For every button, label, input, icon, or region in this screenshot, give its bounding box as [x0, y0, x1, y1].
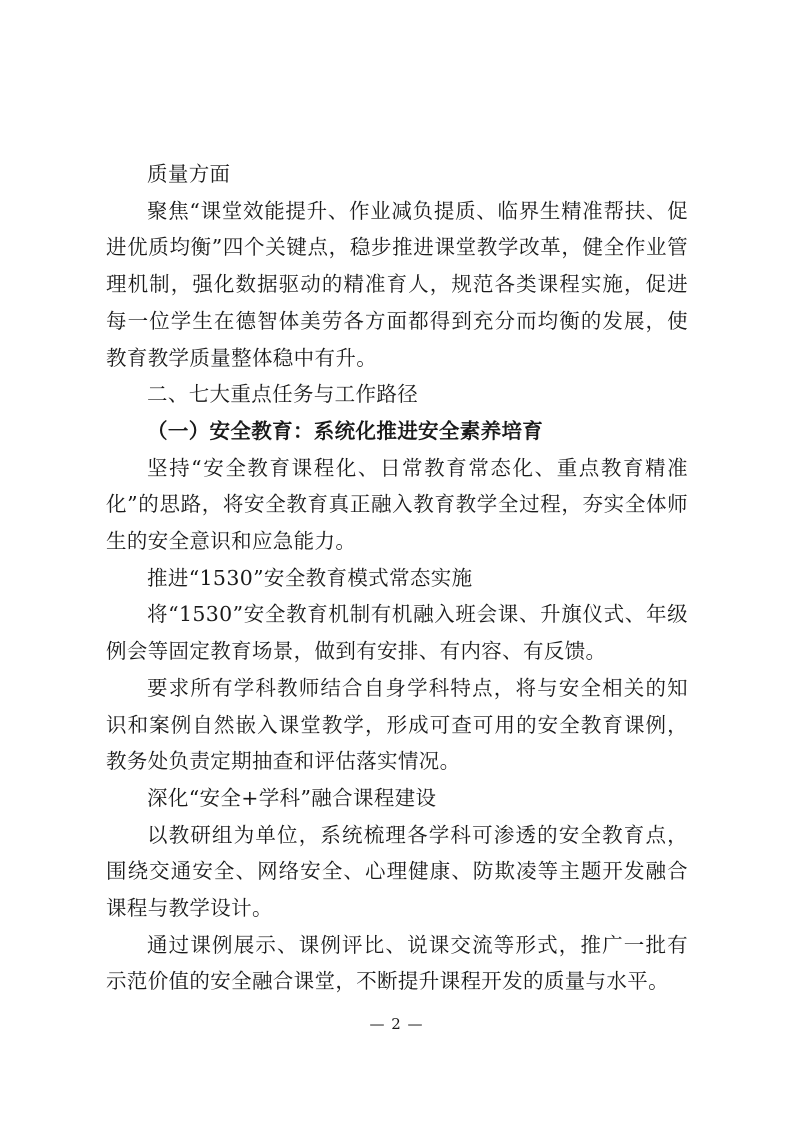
paragraph-1530-mechanism: 将“1530”安全教育机制有机融入班会课、升旗仪式、年级例会等固定教育场景，做到有安排、有内容、有反馈。 [106, 602, 688, 664]
paragraph-quality-label: 质量方面 [147, 162, 231, 186]
paragraph-showcase: 通过课例展示、课例评比、说课交流等形式，推广一批有示范价值的安全融合课堂，不断提升课程开发的质量与水平。 [106, 932, 688, 994]
subsection-heading-safety: （一）安全教育：系统化推进安全素养培育 [147, 418, 544, 443]
paragraph-research-group: 以教研组为单位，系统梳理各学科可渗透的安全教育点，围绕交通安全、网络安全、心理健康、防欺凌等主题开发融合课程与教学设计。 [106, 822, 688, 921]
paragraph-integration-title: 深化“安全+学科”融合课程建设 [147, 785, 437, 810]
paragraph-safety-principle: 坚持“安全教育课程化、日常教育常态化、重点教育精准化”的思路，将安全教育真正融入教育教学全过程，夯实全体师生的安全意识和应急能力。 [106, 455, 688, 554]
paragraph-teacher-requirement: 要求所有学科教师结合自身学科特点，将与安全相关的知识和案例自然嵌入课堂教学，形成可查可用的安全教育课例，教务处负责定期抽查和评估落实情况。 [106, 675, 688, 774]
section-heading-tasks: 二、七大重点任务与工作路径 [147, 382, 419, 407]
document-body [106, 156, 688, 1000]
paragraph-quality-focus: 聚焦“课堂效能提升、作业减负提质、临界生精准帮扶、促进优质均衡”四个关键点，稳步推进课堂教学改革，健全作业管理机制，强化数据驱动的精准育人，规范各类课程实施，促进每一位学生在德智体美劳各方面都得到充分而均衡的发展，使教育教学质量整体稳中有升。 [106, 198, 688, 370]
paragraph-1530-title: 推进“1530”安全教育模式常态实施 [147, 565, 473, 590]
page-number: — 2 — [369, 1015, 424, 1033]
